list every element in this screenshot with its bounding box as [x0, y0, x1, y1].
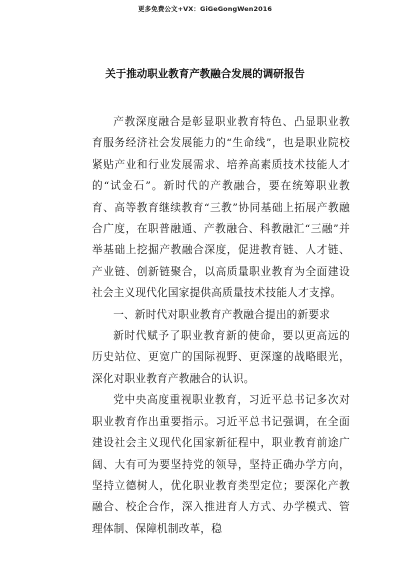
- document-body: [92, 112, 350, 540]
- section-heading: 一、新时代对职业教育产教融合提出的新要求: [113, 308, 331, 321]
- paragraph-mission: 新时代赋予了职业教育新的使命，要以更高远的历史站位、更宽广的国际视野、更深邃的战略眼光，深化对职业教育产教融合的认识。: [92, 330, 350, 385]
- paragraph-party: 党中央高度重视职业教育，习近平总书记多次对职业教育作出重要指示。习近平总书记强调，在全面建设社会主义现代化国家新征程中，职业教育前途广阔、大有可为要坚持党的领导，坚持正确办学方向，坚持立德树人，优化职业教育类型定位；要深化产教融合、校企合作，深入推进育人方式、办学模式、管理体制、保障机制改革，稳: [92, 394, 350, 535]
- document-title: 关于推动职业教育产教融合发展的调研报告: [105, 68, 305, 80]
- paragraph-intro: 产教深度融合是彰显职业教育特色、凸显职业教育服务经济社会发展能力的“生命线”，也是职业院校紧贴产业和行业发展需求、培养高素质技术技能人才的“试金石”。新时代的产教融合，要在统筹职业教育、高等教育继续教育“三教”协同基础上拓展产教融合广度，在职普融通、产教融合、科教融汇“三融”并举基础上挖掘产教融合深度，促进教育链、人才链、产业链、创新链聚合，以高质量职业教育为全面建设社会主义现代化国家提供高质量技术技能人才支撑。: [92, 116, 350, 300]
- header-note: 更多免费公文+VX：GiGeGongWen2016: [138, 5, 272, 13]
